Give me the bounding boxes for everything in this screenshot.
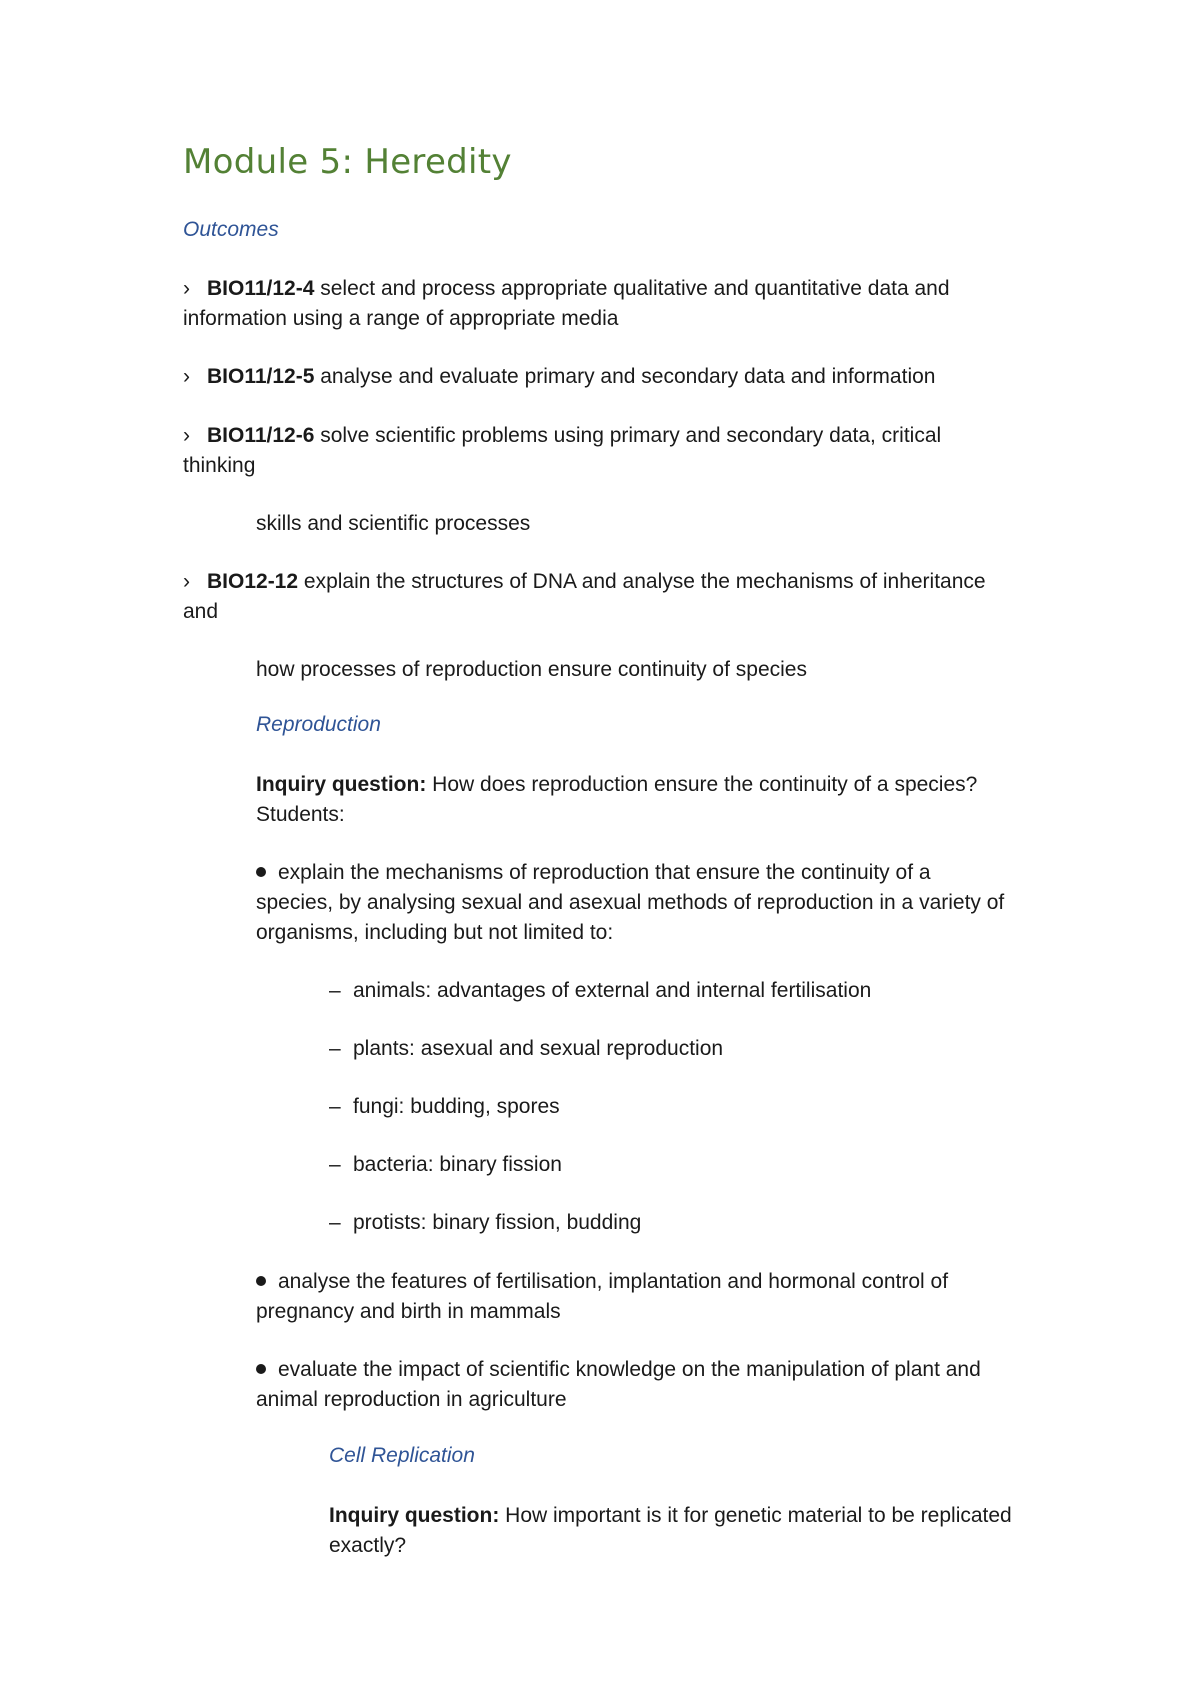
dash-icon: – <box>329 1037 341 1060</box>
point-text: organisms, including but not limited to: <box>256 921 614 944</box>
outcome-code: BIO12-12 <box>207 570 299 593</box>
inquiry-question <box>329 1501 1129 1561</box>
sub-point-text: bacteria: binary fission <box>353 1153 562 1176</box>
sub-point-text: protists: binary fission, budding <box>353 1211 642 1234</box>
sub-point <box>329 1034 723 1064</box>
dash-icon: – <box>329 1095 341 1118</box>
dash-icon: – <box>329 979 341 1002</box>
point-text: explain the mechanisms of reproduction that ensure the continuity of a <box>278 861 931 884</box>
outcome-item <box>183 421 1083 481</box>
dot-point <box>256 858 1076 948</box>
outcome-item <box>183 567 1083 627</box>
point-text: evaluate the impact of scientific knowledge on the manipulation of plant and <box>278 1358 981 1381</box>
point-text: animal reproduction in agriculture <box>256 1388 567 1411</box>
point-text: species, by analysing sexual and asexual methods of reproduction in a variety of <box>256 891 1005 914</box>
outcome-text: explain the structures of DNA and analyse the mechanisms of inheritance <box>303 570 986 593</box>
inquiry-label: Inquiry question: <box>329 1504 500 1527</box>
sub-point <box>329 1150 562 1180</box>
outcome-code: BIO11/12-4 <box>207 277 315 300</box>
cell-replication-heading: Cell Replication <box>329 1444 475 1467</box>
outcome-continuation: information using a range of appropriate media <box>183 307 619 330</box>
sub-point-text: animals: advantages of external and internal fertilisation <box>353 979 872 1002</box>
bullet-icon <box>256 1276 266 1286</box>
dot-point <box>256 1267 1076 1327</box>
outcome-continuation: thinking <box>183 454 256 477</box>
outcome-item <box>183 274 1083 334</box>
students-label: Students: <box>256 803 345 826</box>
dash-icon: – <box>329 1211 341 1234</box>
outcome-text: solve scientific problems using primary and secondary data, critical <box>320 424 942 447</box>
bullet-icon <box>256 867 266 877</box>
outcome-item <box>183 362 1083 392</box>
inquiry-continuation: exactly? <box>329 1534 407 1557</box>
sub-point <box>329 1092 560 1122</box>
chevron-right-icon: › <box>183 365 190 388</box>
outcome-code: BIO11/12-6 <box>207 424 315 447</box>
sub-point-text: fungi: budding, spores <box>353 1095 560 1118</box>
bullet-icon <box>256 1364 266 1374</box>
inquiry-question <box>256 770 1076 830</box>
point-text: analyse the features of fertilisation, implantation and hormonal control of <box>278 1270 949 1293</box>
outcome-text: select and process appropriate qualitative and quantitative data and <box>320 277 950 300</box>
point-text: pregnancy and birth in mammals <box>256 1300 561 1323</box>
dot-point <box>256 1355 1076 1415</box>
outcomes-heading: Outcomes <box>183 218 279 241</box>
chevron-right-icon: › <box>183 277 190 300</box>
sub-point <box>329 1208 641 1238</box>
outcome-text: analyse and evaluate primary and secondary data and information <box>320 365 936 388</box>
chevron-right-icon: › <box>183 424 190 447</box>
inquiry-text: How does reproduction ensure the continuity of a species? <box>432 773 978 796</box>
sub-point-text: plants: asexual and sexual reproduction <box>353 1037 724 1060</box>
outcome-code: BIO11/12-5 <box>207 365 315 388</box>
inquiry-label: Inquiry question: <box>256 773 427 796</box>
inquiry-text: How important is it for genetic material to be replicated <box>505 1504 1012 1527</box>
outcome-continuation: and <box>183 600 219 623</box>
sub-point <box>329 976 871 1006</box>
dash-icon: – <box>329 1153 341 1176</box>
outcome-indent-line: how processes of reproduction ensure continuity of species <box>256 658 807 681</box>
module-title: Module 5: Heredity <box>183 142 512 182</box>
outcome-indent-line: skills and scientific processes <box>256 512 531 535</box>
reproduction-heading: Reproduction <box>256 713 381 736</box>
chevron-right-icon: › <box>183 570 190 593</box>
